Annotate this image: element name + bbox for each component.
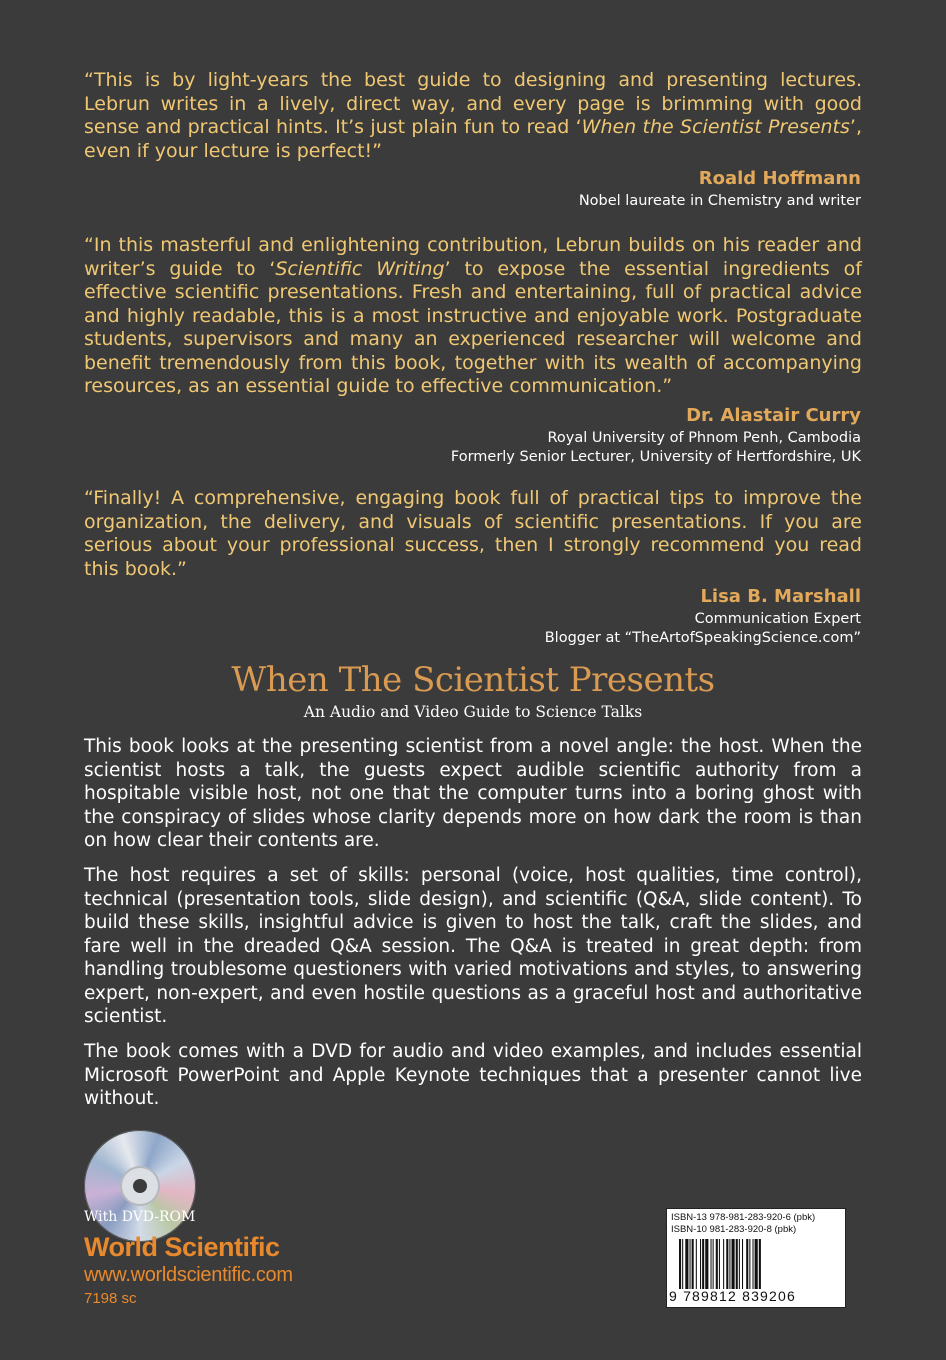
description-paragraph-1: This book looks at the presenting scientist from a novel angle: the host. When the scientist hosts a talk, the guests expect audible scientific authority from a hospitable visible host, not one that the computer turns into a boring ghost with the conspiracy of slides whose clarity depends more on how dark the room is than on how clear their contents are. bbox=[84, 736, 862, 851]
quote-1-italic-title: When the Scientist Presents bbox=[581, 116, 850, 138]
attribution-name: Dr. Alastair Curry bbox=[686, 405, 861, 426]
attribution-role: Communication Expert bbox=[694, 611, 861, 627]
dvd-disc-icon bbox=[84, 1130, 196, 1242]
dvd-label: With DVD-ROM bbox=[84, 1209, 196, 1225]
attribution-2 bbox=[451, 403, 861, 467]
quote-3: “Finally! A comprehensive, engaging book full of practical tips to improve the organization, the delivery, and visuals of scientific presentations. If you are serious about your professional success, then I strongly recommend you read this book.” bbox=[84, 487, 862, 580]
publisher-code: 7198 sc bbox=[84, 1290, 137, 1307]
attribution-role: Blogger at “TheArtofSpeakingScience.com” bbox=[544, 630, 861, 646]
attribution-role: Nobel laureate in Chemistry and writer bbox=[578, 193, 861, 209]
isbn-barcode-box bbox=[666, 1208, 846, 1308]
barcode-icon bbox=[679, 1239, 833, 1289]
publisher-url: www.worldscientific.com bbox=[84, 1264, 293, 1286]
book-title: When The Scientist Presents bbox=[231, 660, 715, 700]
attribution-1 bbox=[579, 166, 861, 211]
attribution-role: Formerly Senior Lecturer, University of Hertfordshire, UK bbox=[450, 449, 861, 465]
quote-2-italic-title: Scientific Writing bbox=[275, 257, 445, 280]
description-paragraph-2: The host requires a set of skills: personal (voice, host qualities, time control), technical (presentation tools, slide design), and scientific (Q&A, slide content). To build these skills, insightful advice is given to host the talk, craft the slides, and fare well in the dreaded Q&A session. The Q&A is treated in great depth: from handling troublesome questioners with varied motivations and styles, to answering expert, non-expert, and even hostile questions as a graceful host and authoritative scientist. bbox=[84, 865, 862, 1027]
isbn-10: ISBN-10 981-283-920-8 (pbk) bbox=[671, 1224, 797, 1235]
barcode-digits: 9 789812 839206 bbox=[669, 1288, 796, 1304]
attribution-3 bbox=[545, 584, 861, 648]
isbn-13: ISBN-13 978-981-283-920-6 (pbk) bbox=[671, 1212, 816, 1223]
attribution-name: Roald Hoffmann bbox=[698, 168, 861, 189]
quote-1: “This is by light-years the best guide to designing and presenting lectures. Lebrun writes in a lively, direct way, and every page is brimming with good sense and practical hints. It’s just plain fun to read ‘When the Scientist Presents’, even if your lecture is perfect!” bbox=[84, 69, 862, 162]
attribution-role: Royal University of Phnom Penh, Cambodia bbox=[547, 430, 861, 446]
attribution-name: Lisa B. Marshall bbox=[700, 586, 861, 607]
book-subtitle: An Audio and Video Guide to Science Talks bbox=[303, 703, 643, 721]
quote-2: “In this masterful and enlightening contribution, Lebrun builds on his reader and writer’s guide to ‘Scientific Writing’ to expose the essential ingredients of effective scientific presentations. Fresh and entertaining, full of practical advice and highly readable, this is a most instructive and enjoyable work. Postgraduate students, supervisors and many an experienced researcher will welcome and benefit tremendously from this book, together with its wealth of accompanying resources, as an essential guide to effective communication.” bbox=[84, 234, 862, 397]
publisher-name: World Scientific bbox=[84, 1232, 280, 1262]
description-paragraph-3: The book comes with a DVD for audio and video examples, and includes essential Microsoft PowerPoint and Apple Keynote techniques that a presenter cannot live without. bbox=[84, 1041, 862, 1109]
